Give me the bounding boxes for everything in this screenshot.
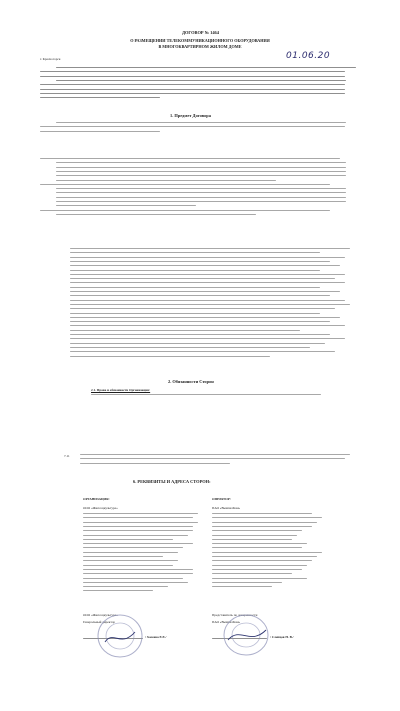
text-line: [70, 351, 335, 352]
text-line: [70, 248, 350, 249]
org-heading: ОРГАНИЗАЦИЯ:: [83, 497, 110, 501]
op-name-2: ПАО «ВымпелКом»: [212, 620, 241, 624]
op-signature-name: / Слепцов Н. В./: [270, 635, 294, 639]
text-line: [70, 261, 330, 262]
text-line: [70, 287, 320, 288]
text-line: [83, 513, 198, 514]
text-line: [83, 530, 193, 531]
text-line: [40, 84, 345, 85]
text-line: [40, 158, 340, 159]
doc-subtitle-1: О РАЗМЕЩЕНИИ ТЕЛЕКОММУНИКАЦИОННОГО ОБОРУДОВАНИЯ: [130, 38, 270, 43]
org-stamp-seal: [95, 612, 145, 660]
text-line: [212, 560, 312, 561]
text-line: [212, 513, 312, 514]
text-line: [40, 126, 345, 127]
text-line: [83, 573, 193, 574]
text-line: [83, 539, 173, 540]
text-line: [70, 291, 340, 292]
text-line: [83, 560, 178, 561]
text-line: [83, 578, 183, 579]
text-line: [70, 282, 345, 283]
text-line: [212, 517, 322, 518]
op-director-title: Представитель по доверенности: [212, 613, 258, 617]
text-line: [56, 171, 346, 172]
text-line: [212, 573, 292, 574]
text-line: [83, 556, 163, 557]
text-line: [80, 463, 230, 464]
op-name: ПАО «ВымпелКом»: [212, 506, 241, 510]
op-heading: ОПЕРАТОР:: [212, 497, 231, 501]
text-line: [83, 582, 188, 583]
text-line: [70, 265, 340, 266]
doc-subtitle-2: В МНОГОКВАРТИРНОМ ЖИЛОМ ДОМЕ: [158, 44, 242, 49]
text-line: [56, 167, 346, 168]
text-line: [70, 274, 345, 275]
text-line: [70, 343, 325, 344]
text-line: [83, 517, 193, 518]
text-line: [56, 175, 346, 176]
text-line: [212, 578, 307, 579]
text-line: [70, 347, 310, 348]
section-6-heading: 6. РЕКВИЗИТЫ И АДРЕСА СТОРОН:: [133, 479, 211, 484]
section-2-1-rule: [91, 394, 321, 395]
text-line: [70, 325, 345, 326]
text-line: [212, 543, 307, 544]
text-line: [70, 330, 300, 331]
text-line: [70, 278, 335, 279]
text-line: [212, 547, 302, 548]
text-line: [212, 556, 317, 557]
text-line: [83, 565, 173, 566]
text-line: [40, 184, 330, 185]
text-line: [56, 201, 346, 202]
text-line: [56, 80, 346, 81]
section-2-1-heading: 2.1. Права и обязанности Организации:: [91, 388, 151, 392]
text-line: [40, 76, 345, 77]
org-name: ООО «Жилсоцкультура»: [83, 506, 118, 510]
org-signature-name: / Хасеева Е.Е./: [145, 635, 167, 639]
text-line: [212, 535, 297, 536]
clause-7-1-number: 7.11: [64, 454, 70, 458]
text-line: [56, 188, 346, 189]
text-line: [83, 543, 193, 544]
text-line: [56, 180, 276, 181]
org-director-title: Генеральный директор: [83, 620, 116, 624]
text-line: [56, 162, 346, 163]
text-line: [212, 586, 272, 587]
text-line: [70, 334, 330, 335]
text-line: [70, 295, 330, 296]
text-line: [83, 547, 183, 548]
text-line: [56, 197, 346, 198]
section-1-heading: 1. Предмет Договора: [170, 113, 211, 118]
text-line: [212, 565, 307, 566]
text-line: [83, 590, 153, 591]
text-line: [40, 131, 160, 132]
text-line: [83, 569, 193, 570]
text-line: [70, 321, 330, 322]
text-line: [56, 205, 196, 206]
text-line: [83, 526, 193, 527]
text-line: [40, 71, 345, 72]
org-name-2: ООО «Жилсоцкультура»: [83, 613, 118, 617]
text-line: [212, 582, 282, 583]
text-line: [56, 67, 356, 68]
text-line: [212, 530, 302, 531]
text-line: [40, 89, 345, 90]
section-2-heading: 2. Обязанности Сторон: [168, 379, 214, 384]
text-line: [70, 270, 320, 271]
text-line: [83, 522, 198, 523]
text-line: [70, 308, 335, 309]
text-line: [56, 192, 346, 193]
text-line: [70, 252, 320, 253]
doc-date-handwritten: 01.06.20: [286, 51, 331, 61]
text-line: [70, 356, 270, 357]
text-line: [212, 526, 312, 527]
text-line: [212, 569, 302, 570]
text-line: [212, 522, 317, 523]
text-line: [70, 300, 345, 301]
text-line: [83, 552, 178, 553]
text-line: [70, 257, 345, 258]
text-line: [80, 458, 345, 459]
text-line: [80, 454, 350, 455]
text-line: [70, 317, 340, 318]
doc-title: ДОГОВОР № 1464: [182, 30, 219, 35]
text-line: [40, 93, 345, 94]
text-line: [40, 97, 160, 98]
text-line: [70, 304, 350, 305]
text-line: [212, 552, 322, 553]
text-line: [56, 122, 346, 123]
text-line: [83, 535, 188, 536]
text-line: [83, 586, 168, 587]
text-line: [56, 214, 256, 215]
text-line: [212, 539, 292, 540]
text-line: [40, 210, 330, 211]
text-line: [70, 338, 345, 339]
doc-city: г. Красногорск: [40, 57, 61, 61]
text-line: [70, 313, 320, 314]
op-stamp-seal: [220, 612, 272, 658]
